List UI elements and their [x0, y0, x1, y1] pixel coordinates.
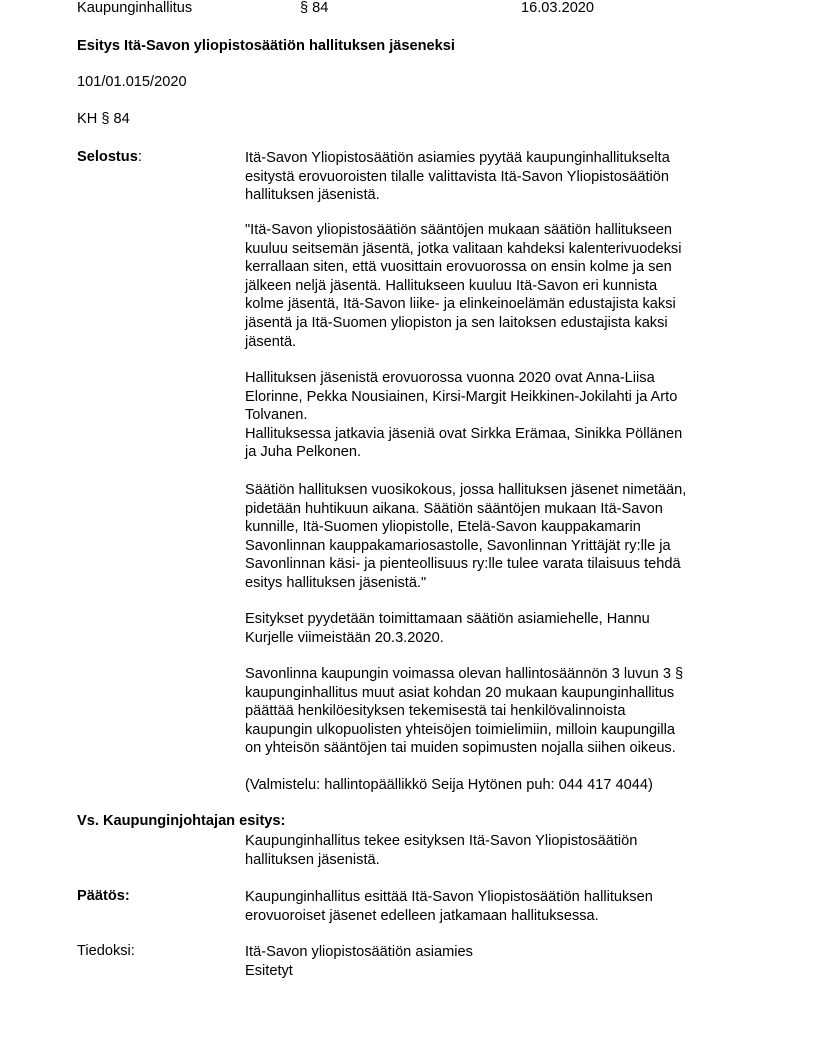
notice-label: Tiedoksi:: [77, 943, 135, 959]
selostus-paragraph-6: Savonlinna kaupungin voimassa olevan hallintosäännön 3 luvun 3 § kaupunginhallitus muut asiat kohdan 20 mukaan kaupunginhallitus päättää henkilöesityksen tekemisestä tai henkilövalinnoista kaupungin ulkopuolisten yhteisöjen toimielimiin, milloin kaupungilla on yhteisön sääntöjen tai muiden sopimusten nojalla siihen oikeus.: [245, 666, 684, 757]
proposal-label: Vs. Kaupunginjohtajan esitys:: [77, 813, 286, 829]
kh-reference: KH § 84: [77, 111, 130, 127]
header-organ: Kaupunginhallitus: [77, 0, 193, 16]
preparation-note: (Valmistelu: hallintopäällikkö Seija Hytönen puh: 044 417 4044): [245, 777, 653, 793]
diary-number: 101/01.015/2020: [77, 74, 187, 90]
notice-text: Itä-Savon yliopistosäätiön asiamies Esitetyt: [245, 944, 473, 979]
selostus-paragraph-5: Esitykset pyydetään toimittamaan säätiön asiamiehelle, Hannu Kurjelle viimeistään 20.3.2020.: [245, 611, 650, 646]
selostus-paragraph-4: Säätiön hallituksen vuosikokous, jossa hallituksen jäsenet nimetään, pidetään huhtikuun aikana. Säätiön sääntöjen mukaan Itä-Savon kunnille, Itä-Suomen yliopistolle, Etelä-Savon kauppakamarin Savonlinnan kauppakamariosastolle, Savonlinnan Yrittäjät ry:lle ja Savonlinnan käsi- ja pienteollisuus ry:lle tulee varata tilaisuus tehdä esitys hallituksen jäsenistä.": [245, 482, 687, 591]
header-date: 16.03.2020: [521, 0, 595, 16]
selostus-paragraph-2: "Itä-Savon yliopistosäätiön sääntöjen mukaan säätiön hallitukseen kuuluu seitsemän jäsentä, jotka valitaan kahdeksi kalenterivuodeksi kerrallaan siten, että vuosittain erovuorossa on ensin kolme ja sen jälkeen neljä jäsentä. Hallitukseen kuuluu Itä-Savon eri kunnista kolme jäsentä, Itä-Savon liike- ja elinkeinoelämän edustajista kaksi jäsentä ja Itä-Suomen yliopiston ja sen laitoksen edustajista kaksi jäsentä.: [245, 222, 682, 350]
selostus-label: Selostus:: [77, 149, 142, 165]
decision-label: Päätös:: [77, 888, 130, 904]
document-title: Esitys Itä-Savon yliopistosäätiön hallituksen jäseneksi: [77, 38, 455, 54]
decision-text: Kaupunginhallitus esittää Itä-Savon Yliopistosäätiön hallituksen erovuoroiset jäsenet edelleen jatkamaan hallituksessa.: [245, 889, 653, 924]
selostus-paragraph-1: Itä-Savon Yliopistosäätiön asiamies pyytää kaupunginhallitukselta esitystä erovuoroisten tilalle valittavista Itä-Savon Yliopistosäätiön hallituksen jäsenistä.: [245, 150, 670, 204]
proposal-text: Kaupunginhallitus tekee esityksen Itä-Savon Yliopistosäätiön hallituksen jäsenistä.: [245, 833, 638, 868]
header-section: § 84: [300, 0, 329, 16]
selostus-paragraph-3: Hallituksen jäsenistä erovuorossa vuonna 2020 ovat Anna-Liisa Elorinne, Pekka Nousiainen, Kirsi-Margit Heikkinen-Jokilahti ja Arto Tolvanen. Hallituksessa jatkavia jäseniä ovat Sirkka Erämaa, Sinikka Pöllänen ja Juha Pelkonen.: [245, 370, 683, 461]
